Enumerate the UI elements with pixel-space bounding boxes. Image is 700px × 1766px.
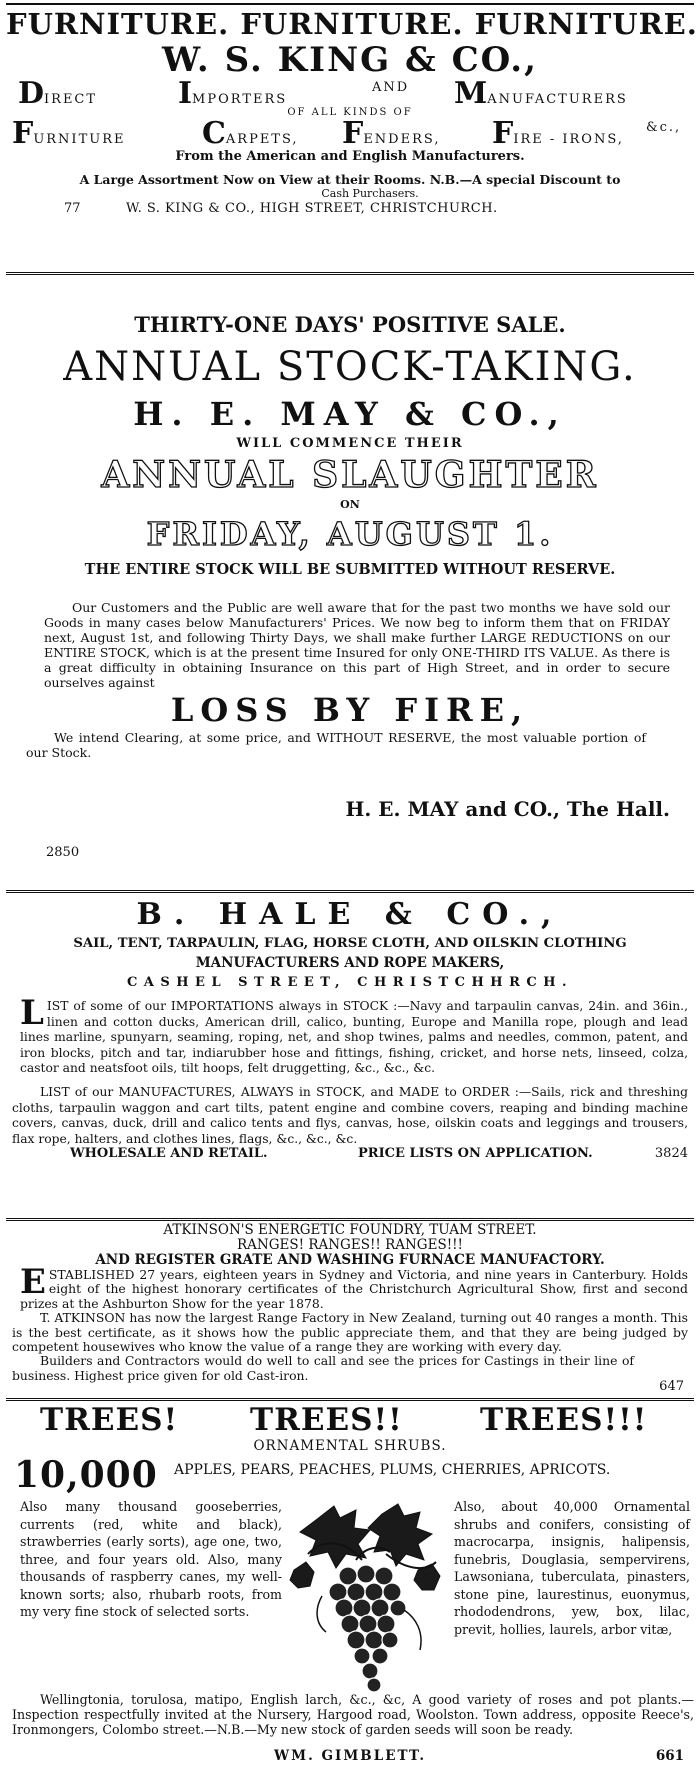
atkinson-register: AND REGISTER GRATE AND WASHING FURNACE MANUFACTORY. <box>95 1252 605 1268</box>
hale-footer <box>6 1147 694 1165</box>
atkinson-paragraph-three: Builders and Contractors would do well to call and see the prices for Castings in their line of business. Highest price given for old Cast-iron. <box>12 1353 634 1383</box>
king-etc-word: &c., <box>646 120 682 135</box>
may-clearing-text: We intend Clearing, at some price, and WITHOUT RESERVE, the most valuable portion of our Stock. <box>26 730 646 760</box>
atkinson-established-text: STABLISHED 27 years, eighteen years in Sydney and Victoria, and nine years in Canterbury. Holds eight of the highest honorary certificates of the Christchurch Agricultural Show, first and second prizes at the Ashburton Show for the year 1878. <box>20 1267 688 1311</box>
may-entire-stock: THE ENTIRE STOCK WILL BE SUBMITTED WITHOUT RESERVE. <box>84 561 616 578</box>
may-stock-taking: ANNUAL STOCK-TAKING. <box>63 344 637 390</box>
king-direct-word: DIRECT <box>18 76 98 111</box>
atkinson-advertisement <box>6 1222 694 1394</box>
may-will-commence: WILL COMMENCE THEIR <box>236 436 464 451</box>
divider-may-hale <box>6 890 694 893</box>
hale-line-one: SAIL, TENT, TARPAULIN, FLAG, HORSE CLOTH, AND OILSKIN CLOTHING <box>73 936 627 951</box>
may-firm-name: H. E. MAY & CO., <box>133 395 567 433</box>
king-direct-line <box>6 76 694 111</box>
may-positive-sale: THIRTY-ONE DAYS' POSITIVE SALE. <box>134 312 566 337</box>
king-advertisement <box>6 7 698 219</box>
gimblett-left-column: Also many thousand gooseberries, currents (red, white and black), strawberries (early sorts), age one, two, three, and four years old. Also, many thousands of raspberry canes, my well-known sorts; also, rhubarb roots, from my very fine stock of selected sorts. <box>20 1499 282 1619</box>
gimblett-shrubs: ORNAMENTAL SHRUBS. <box>253 1438 447 1454</box>
hale-importations <box>20 993 688 1077</box>
divider-king-may <box>6 272 694 275</box>
king-importers-word: IMPORTERS <box>178 76 288 111</box>
atkinson-drop-cap: E <box>20 1262 46 1302</box>
may-annual-slaughter: ANNUAL SLAUGHTER <box>101 454 599 496</box>
king-manufacturers-word: MANUFACTURERS <box>454 76 628 111</box>
gimblett-reference-number: 661 <box>655 1748 684 1764</box>
atkinson-title: ATKINSON'S ENERGETIC FOUNDRY, TUAM STREET. <box>163 1222 537 1238</box>
hale-manufactures: LIST of our MANUFACTURES, ALWAYS in STOCK, and MADE to ORDER :—Sails, rick and threshing cloths, tarpaulin waggon and cart tilts, patent engine and combine covers, reaping and binding machine covers, canvas, duck, drill and calico tents and flys, canvas, hose, oilskin coats and leggings and trousers, flax rope, halters, and clothes lines, flags, &c., &c., &c. <box>12 1084 688 1146</box>
hale-street: CASHEL STREET, CHRISTCHHRCH. <box>126 975 574 990</box>
atkinson-paragraph-two: T. ATKINSON has now the largest Range Factory in New Zealand, turning out 40 ranges a month. This is the best certificate, as it shows how the public appreciate them, and that they are being judged by competent housewives who know the value of a range they are working with every day. <box>12 1310 688 1355</box>
king-assortment: A Large Assortment Now on View at their Rooms. N.B.—A special Discount to <box>79 172 621 187</box>
hale-price-lists: PRICE LISTS ON APPLICATION. <box>358 1146 593 1162</box>
king-reference-number: 77 <box>64 201 81 216</box>
hale-advertisement <box>6 896 694 1165</box>
gimblett-count: 10,000 <box>14 1454 158 1496</box>
hale-importations-text: IST of some of our IMPORTATIONS always in STOCK :—Navy and tarpaulin canvas, 24in. and 36in., linen and cotton ducks, American drill, calico, bunting, Europe and Manilla rope, plough and lead lines marline, spunyarn, seaming, roping, net, and shop twines, palms and needles, common, patent, and iron blocks, pitch and tar, indiarubber hose and fittings, fishing, cricket, and horse nets, linseed, colza, castor and neatsfoot oils, tilt hoops, felt druggetting, &c., &c., &c. <box>20 999 688 1076</box>
gimblett-advertisement <box>6 1402 694 1764</box>
divider-atkinson-gimblett <box>6 1398 694 1401</box>
king-headline: FURNITURE. FURNITURE. FURNITURE. <box>6 7 698 41</box>
gimblett-signature: WM. GIMBLETT. <box>274 1748 427 1764</box>
king-furniture-word: FURNITURE <box>12 116 126 151</box>
king-firm-name: W. S. KING & CO., <box>162 40 538 80</box>
may-advertisement <box>6 312 694 860</box>
top-rule <box>6 3 694 5</box>
gimblett-bottom-text: Wellingtonia, torulosa, matipo, English larch, &c., &c, A good variety of roses and pot plants.—Inspection respectfully invited at the Nursery, Hargood road, Woolston. Town address, opposite Reece's, Ironmongers, Colombo street.—N.B.—My new stock of garden seeds will soon be ready. <box>12 1692 694 1737</box>
king-cash-purchasers: Cash Purchasers. <box>321 187 419 200</box>
king-carpets-word: CARPETS, <box>202 116 299 151</box>
may-reference-number: 2850 <box>46 845 80 860</box>
may-on: ON <box>340 498 360 511</box>
king-and-word: AND <box>372 80 410 95</box>
grape-cluster <box>329 1565 406 1692</box>
atkinson-established <box>20 1262 688 1311</box>
gimblett-trees-two: TREES!! <box>250 1402 403 1438</box>
gimblett-right-column: Also, about 40,000 Ornamental shrubs and conifers, consisting of macrocarpa, insignis, halipensis, funebris, Douglasia, sempervirens, Lawsoniana, tuberculata, pinasters, stone pine, laurestinus, euonymus, rhododendrons, yew, box, lilac, previt, hollies, laurels, arbor vitæ, <box>454 1499 690 1637</box>
hale-wholesale: WHOLESALE AND RETAIL. <box>70 1146 268 1162</box>
gimblett-trees-line <box>6 1402 694 1438</box>
may-body-text: Our Customers and the Public are well aware that for the past two months we have sold our Goods in many cases below Manufacturers' Prices. We now beg to inform them that on FRIDAY next, August 1st, and following Thirty Days, we shall make further LARGE REDUCTIONS on our ENTIRE STOCK, which is at the present time Insured for only ONE-THIRD ITS VALUE. As there is a great difficulty in obtaining Insurance on this part of High Street, and in order to secure ourselves against <box>44 600 670 690</box>
hale-firm-name: B. HALE & CO., <box>136 897 564 932</box>
may-loss-by-fire: LOSS BY FIRE, <box>170 691 530 729</box>
king-address: W. S. KING & CO., HIGH STREET, CHRISTCHURCH. <box>126 201 498 216</box>
king-all-kinds: OF ALL KINDS OF <box>287 107 413 118</box>
hale-reference-number: 3824 <box>654 1146 688 1162</box>
king-fenders-word: FENDERS, <box>342 116 441 151</box>
king-goods-line <box>6 116 694 151</box>
gimblett-count-line <box>6 1454 694 1496</box>
may-date: FRIDAY, AUGUST 1. <box>146 515 554 553</box>
divider-hale-atkinson <box>6 1218 694 1221</box>
gimblett-footer <box>6 1748 694 1766</box>
king-footer <box>6 199 694 219</box>
may-signature: H. E. MAY and CO., The Hall. <box>345 797 670 821</box>
gimblett-trees-three: TREES!!! <box>480 1402 648 1438</box>
gimblett-fruits: APPLES, PEARS, PEACHES, PLUMS, CHERRIES, APRICOTS. <box>174 1462 611 1478</box>
hale-drop-cap: L <box>20 993 44 1033</box>
atkinson-reference-number: 647 <box>659 1379 684 1394</box>
grape-vine-illustration <box>286 1500 446 1694</box>
gimblett-trees-one: TREES! <box>40 1402 179 1438</box>
atkinson-ranges: RANGES! RANGES!! RANGES!!! <box>237 1237 463 1253</box>
king-fire-irons-word: FIRE - IRONS, <box>492 116 624 151</box>
king-from: From the American and English Manufacturers. <box>175 149 525 164</box>
hale-line-two: MANUFACTURERS AND ROPE MAKERS, <box>195 955 505 971</box>
